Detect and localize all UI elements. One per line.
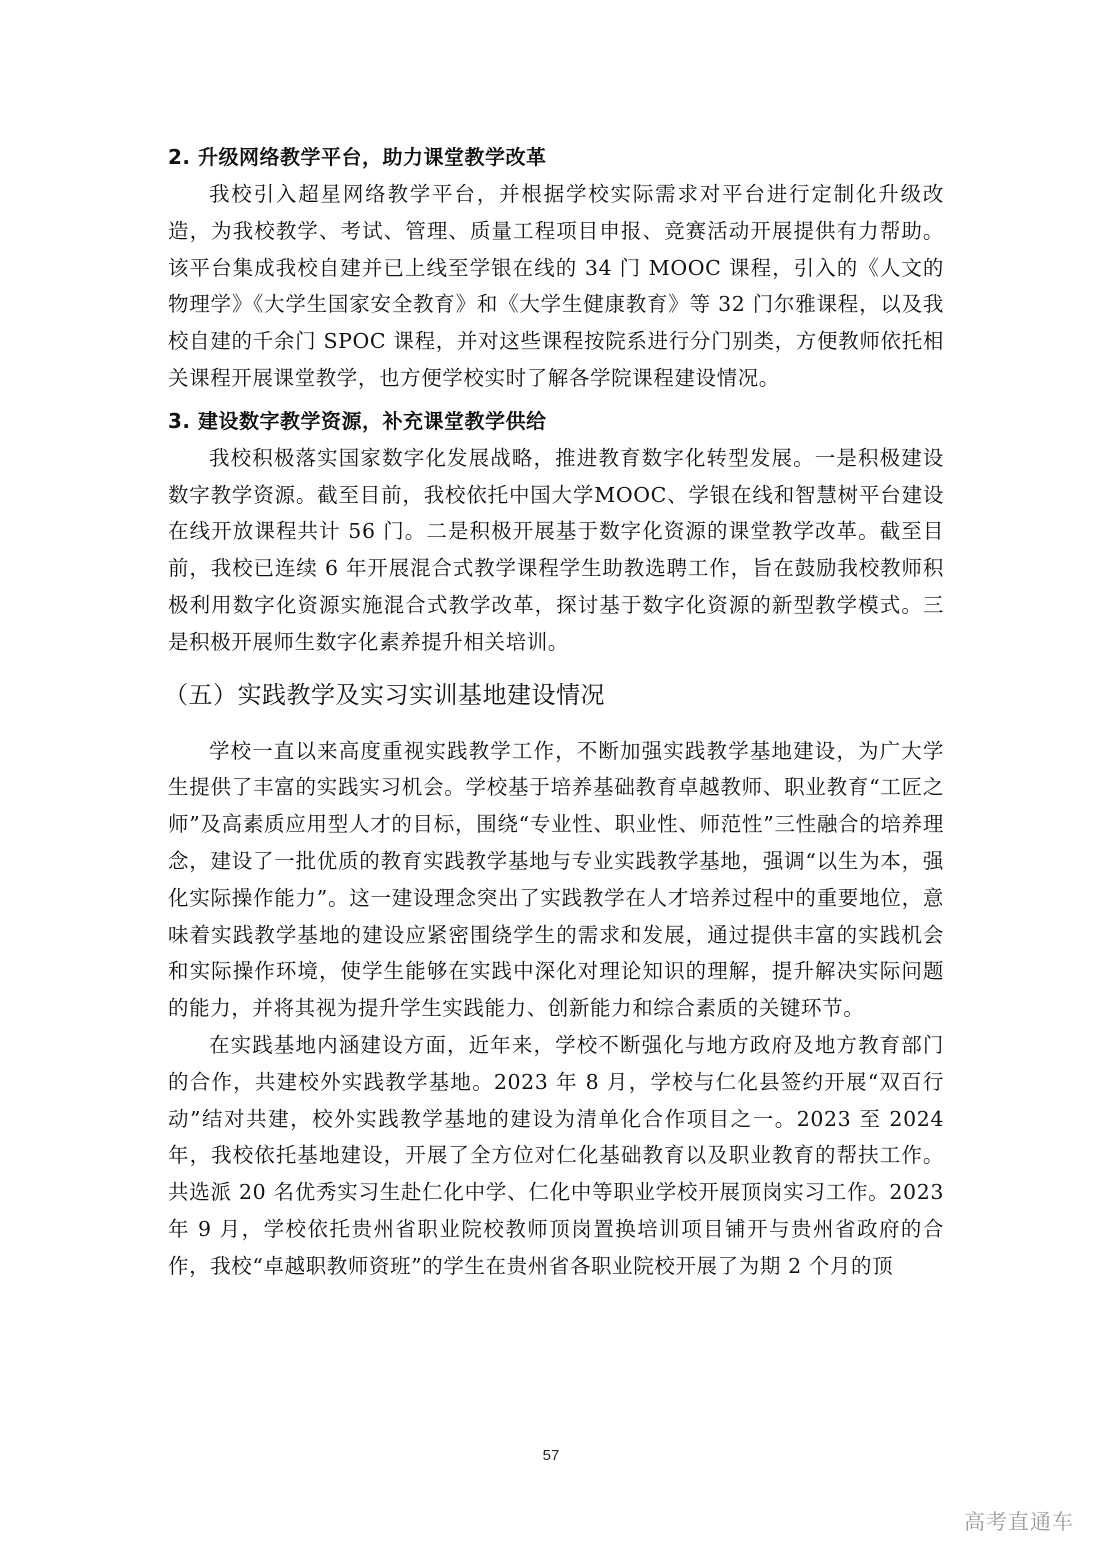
subsection-2-paragraph: 我校引入超星网络教学平台，并根据学校实际需求对平台进行定制化升级改造，为我校教学、考试、管理、质量工程项目申报、竞赛活动开展提供有力帮助。该平台集成我校自建并已上线至学银在线的 34 门 MOOC 课程，引入的《人文的物理学》《大学生国家安全教育》和《大学生健康教育》等 32 门尔雅课程，以及我校自建的千余门 SPOC 课程，并对这些课程按院系进行分门别类，方便教师依托相关课程开展课堂教学，也方便学校实时了解各学院课程建设情况。 [168,182,944,390]
subsection-3-paragraph: 我校积极落实国家数字化发展战略，推进教育数字化转型发展。一是积极建设数字教学资源。截至目前，我校依托中国大学MOOC、学银在线和智慧树平台建设在线开放课程共计 56 门。二是积极开展基于数字化资源的课堂教学改革。截至目前，我校已连续 6 年开展混合式教学课程学生助教选聘工作，旨在鼓励我校教师积极利用数字化资源实施混合式教学改革，探讨基于数字化资源的新型教学模式。三是积极开展师生数字化素养提升相关培训。 [168,445,944,654]
section-heading-5: （五）实践教学及实习实训基地建设情况 [164,680,605,709]
subsection-heading-2: 2. 升级网络教学平台，助力课堂教学改革 [168,145,547,169]
page-number: 57 [542,1447,560,1464]
section-5-paragraph-2: 在实践基地内涵建设方面，近年来，学校不断强化与地方政府及地方教育部门的合作，共建校外实践教学基地。2023 年 8 月，学校与仁化县签约开展“双百行动”结对共建，校外实践教学基地的建设为清单化合作项目之一。2023 至 2024 年，我校依托基地建设，开展了全方位对仁化基础教育以及职业教育的帮扶工作。共选派 20 名优秀实习生赴仁化中学、仁化中等职业学校开展顶岗实习工作。2023 年 9 月，学校依托贵州省职业院校教师顶岗置换培训项目铺开与贵州省政府的合作，我校“卓越职教师资班”的学生在贵州省各职业院校开展了为期 2 个月的顶 [168,1032,944,1278]
section-5-paragraph-1: 学校一直以来高度重视实践教学工作，不断加强实践教学基地建设，为广大学生提供了丰富的实践实习机会。学校基于培养基础教育卓越教师、职业教育“工匠之师”及高素质应用型人才的目标，围绕“专业性、职业性、师范性”三性融合的培养理念，建设了一批优质的教育实践教学基地与专业实践教学基地，强调“以生为本，强化实际操作能力”。这一建设理念突出了实践教学在人才培养过程中的重要地位，意味着实践教学基地的建设应紧密围绕学生的需求和发展，通过提供丰富的实践机会和实际操作环境，使学生能够在实践中深化对理论知识的理解，提升解决实际问题的能力，并将其视为提升学生实践能力、创新能力和综合素质的关键环节。 [168,738,944,1021]
watermark: 高考直通车 [964,1510,1074,1534]
page-content [164,139,944,1285]
subsection-heading-3: 3. 建设数字教学资源，补充课堂教学供给 [168,408,547,433]
